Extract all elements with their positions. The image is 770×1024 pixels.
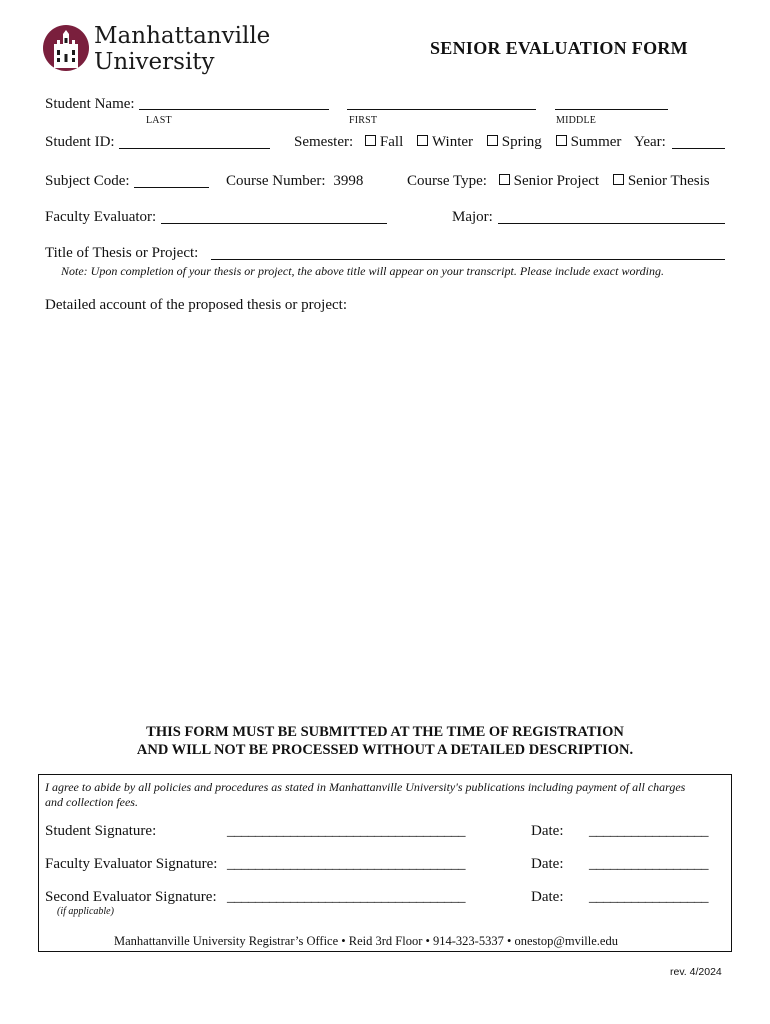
logo-wordmark-line1: Manhattanville xyxy=(94,23,271,49)
course-number-value: 3998 xyxy=(333,173,364,189)
student-signature-label: Student Signature: xyxy=(45,823,157,839)
semester-option-summer[interactable]: Summer xyxy=(556,134,622,150)
faculty-evaluator-label: Faculty Evaluator: xyxy=(45,209,157,225)
subject-code-label: Subject Code: xyxy=(45,173,130,189)
revision-date: rev. 4/2024 xyxy=(670,966,722,978)
subject-code-field[interactable] xyxy=(134,187,209,188)
major-field[interactable] xyxy=(498,223,725,224)
course-type-label: Course Type: xyxy=(407,173,487,189)
semester-label: Semester: xyxy=(294,134,354,150)
first-name-field[interactable] xyxy=(347,109,536,110)
form-title: SENIOR EVALUATION FORM xyxy=(430,38,688,58)
last-name-caption: LAST xyxy=(146,115,172,126)
logo-wordmark-line2: University xyxy=(94,49,215,75)
castle-seal-icon xyxy=(42,24,90,72)
thesis-title-note: Note: Upon completion of your thesis or project, the above title will appear on your transcript. Please include exact wording. xyxy=(61,264,665,278)
second-evaluator-signature-label: Second Evaluator Signature: xyxy=(45,889,217,905)
thesis-title-label: Title of Thesis or Project: xyxy=(45,245,199,261)
course-number xyxy=(226,173,363,190)
checkbox-icon[interactable] xyxy=(365,135,376,146)
semester-option-spring[interactable]: Spring xyxy=(487,134,542,150)
registrar-contact: Manhattanville University Registrar’s Office • Reid 3rd Floor • 914-323-5337 • onestop@mville.edu xyxy=(114,934,618,948)
checkbox-icon[interactable] xyxy=(487,135,498,146)
student-date-label: Date: xyxy=(531,823,564,839)
checkbox-icon[interactable] xyxy=(613,174,624,185)
checkbox-icon[interactable] xyxy=(417,135,428,146)
student-signature-field[interactable]: __________________________________ xyxy=(227,823,465,839)
student-id-field[interactable] xyxy=(119,148,270,149)
second-evaluator-signature-field[interactable]: __________________________________ xyxy=(227,889,465,905)
student-id-label: Student ID: xyxy=(45,134,115,150)
year-field[interactable] xyxy=(672,148,725,149)
last-name-field[interactable] xyxy=(139,109,329,110)
middle-name-caption: MIDDLE xyxy=(556,115,597,126)
faculty-date-field[interactable]: _________________ xyxy=(589,856,708,872)
year-label: Year: xyxy=(634,134,666,150)
middle-name-field[interactable] xyxy=(555,109,668,110)
first-name-caption: FIRST xyxy=(349,115,378,126)
second-evaluator-date-field[interactable]: _________________ xyxy=(589,889,708,905)
detailed-account-area[interactable] xyxy=(45,318,725,713)
semester-option-fall[interactable]: Fall xyxy=(365,134,403,150)
student-name-label: Student Name: xyxy=(45,96,135,112)
thesis-title-field[interactable] xyxy=(211,259,725,260)
semester-row xyxy=(294,134,631,151)
semester-option-winter[interactable]: Winter xyxy=(417,134,473,150)
submission-warning-line2: AND WILL NOT BE PROCESSED WITHOUT A DETAILED DESCRIPTION. xyxy=(136,742,634,758)
agreement-text: I agree to abide by all policies and procedures as stated in Manhattanville University's publications including payment of all charges and collection fees. xyxy=(45,780,686,809)
submission-warning-line1: THIS FORM MUST BE SUBMITTED AT THE TIME OF REGISTRATION xyxy=(146,724,624,740)
second-evaluator-note: (if applicable) xyxy=(57,906,114,917)
major-label: Major: xyxy=(452,209,493,225)
course-type-row xyxy=(407,173,710,190)
faculty-evaluator-field[interactable] xyxy=(161,223,387,224)
faculty-signature-label: Faculty Evaluator Signature: xyxy=(45,856,218,872)
checkbox-icon[interactable] xyxy=(499,174,510,185)
detailed-account-label: Detailed account of the proposed thesis or project: xyxy=(45,297,347,313)
second-evaluator-date-label: Date: xyxy=(531,889,564,905)
faculty-signature-field[interactable]: __________________________________ xyxy=(227,856,465,872)
checkbox-icon[interactable] xyxy=(556,135,567,146)
course-type-senior-project[interactable]: Senior Project xyxy=(499,173,599,189)
faculty-date-label: Date: xyxy=(531,856,564,872)
student-date-field[interactable]: _________________ xyxy=(589,823,708,839)
course-number-label: Course Number: xyxy=(226,173,326,189)
course-type-senior-thesis[interactable]: Senior Thesis xyxy=(613,173,710,189)
